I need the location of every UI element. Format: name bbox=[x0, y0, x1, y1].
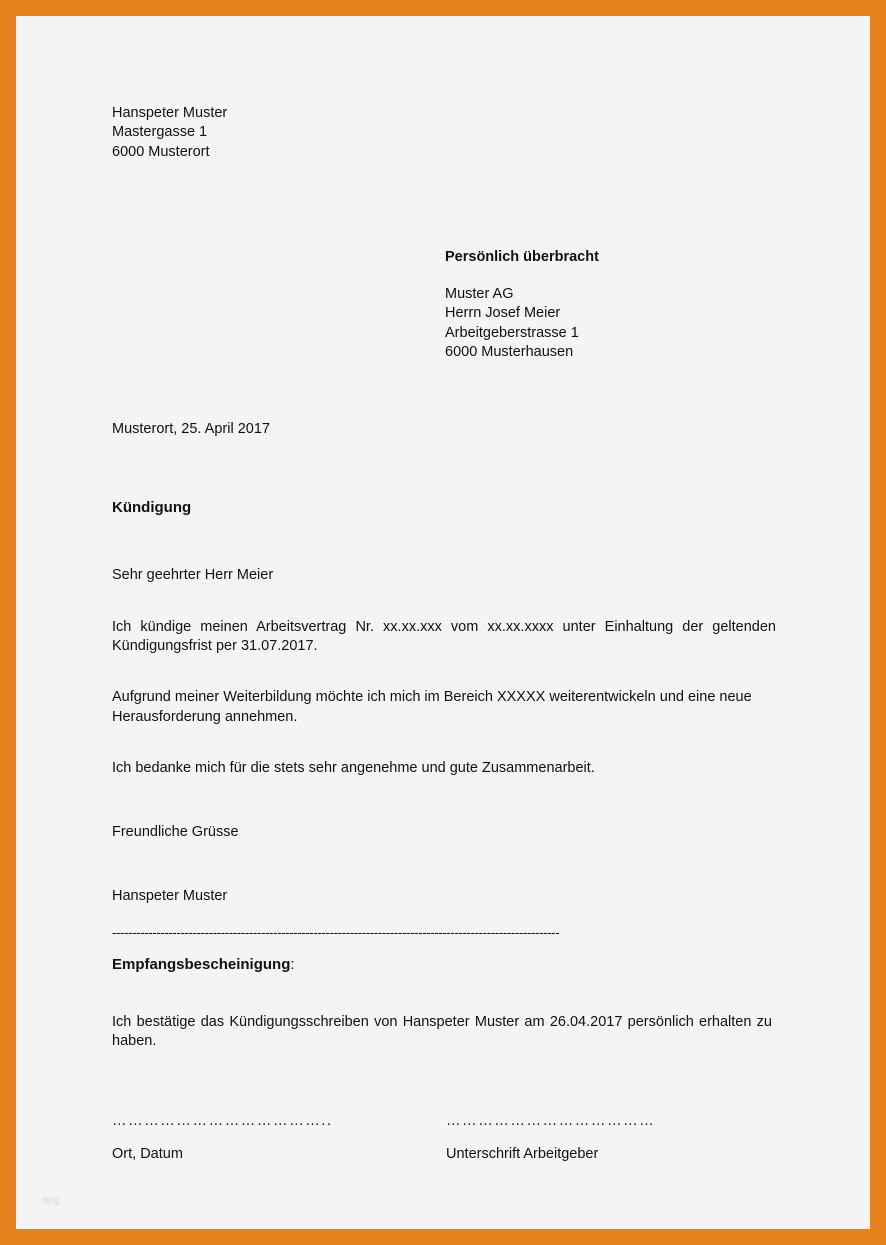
recipient-city: 6000 Musterhausen bbox=[445, 343, 574, 360]
receipt-title-colon: : bbox=[290, 956, 295, 973]
sender-city: 6000 Musterort bbox=[112, 143, 210, 160]
letter-subject: Kündigung bbox=[112, 498, 192, 516]
signature-line-right: ………………………………… bbox=[446, 1112, 656, 1129]
recipient-attention: Herrn Josef Meier bbox=[445, 305, 561, 322]
place-and-date: Musterort, 25. April 2017 bbox=[112, 421, 270, 438]
orange-page-border bbox=[16, 16, 870, 1229]
paragraph-1: Ich kündige meinen Arbeitsvertrag Nr. xx.xx.xxx vom xx.xx.xxxx unter Einhaltung der geltenden Kündigungsfrist per 31.07.2017. bbox=[112, 618, 776, 655]
recipient-address bbox=[112, 248, 776, 362]
section-divider: --------------------------------------------------------------------------------------------------------------- bbox=[112, 924, 560, 940]
signature-label-right: Unterschrift Arbeitgeber bbox=[446, 1145, 599, 1162]
paragraph-3: Ich bedanke mich für die stets sehr angenehme und gute Zusammenarbeit. bbox=[112, 759, 595, 776]
signature-right bbox=[438, 1112, 772, 1165]
sender-address bbox=[112, 104, 776, 162]
recipient-company: Muster AG bbox=[445, 286, 514, 303]
receipt-body: Ich bestätige das Kündigungsschreiben von Hanspeter Muster am 26.04.2017 persönlich erhalten zu haben. bbox=[112, 1013, 772, 1050]
letter-sheet bbox=[16, 16, 870, 1229]
watermark: blog bbox=[42, 1195, 60, 1205]
delivery-note: Persönlich überbracht bbox=[445, 248, 599, 265]
signature-left bbox=[112, 1112, 438, 1165]
signature-name: Hanspeter Muster bbox=[112, 888, 228, 905]
signature-row bbox=[112, 1112, 772, 1165]
receipt-title-text: Empfangsbescheinigung bbox=[112, 956, 291, 973]
signature-line-left: ………………………………….. bbox=[112, 1112, 333, 1129]
signature-label-left: Ort, Datum bbox=[112, 1145, 183, 1162]
receipt-title bbox=[112, 955, 776, 975]
letter-body bbox=[112, 104, 776, 1164]
salutation: Sehr geehrter Herr Meier bbox=[112, 567, 274, 584]
paragraph-2: Aufgrund meiner Weiterbildung möchte ich mich im Bereich XXXXX weiterentwickeln und eine neue Herausforderung annehmen. bbox=[112, 689, 752, 725]
sender-name: Hanspeter Muster bbox=[112, 105, 228, 121]
closing: Freundliche Grüsse bbox=[112, 824, 239, 841]
sender-street: Mastergasse 1 bbox=[112, 124, 208, 141]
recipient-street: Arbeitgeberstrasse 1 bbox=[445, 324, 579, 341]
